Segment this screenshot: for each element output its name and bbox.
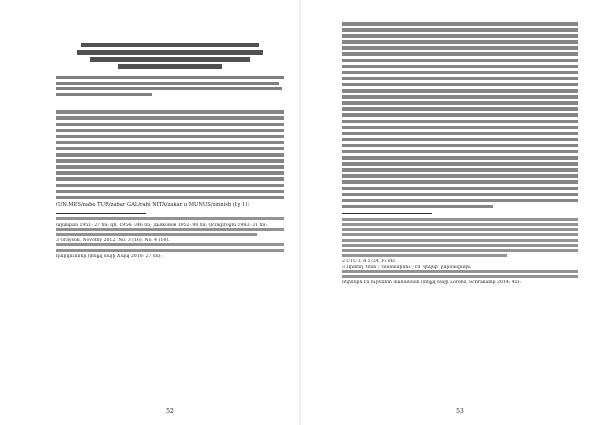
footnote-divider	[56, 213, 146, 214]
footnote-line: 3 Որտեղ ‘մետ’; ‘նաննարնու’; էն ‘կեկնի’ լարմավակն:	[342, 264, 472, 270]
epigraph-source	[56, 98, 282, 104]
footnote-line: 2 CTU I, A 5-2A, F₃ etc.	[342, 259, 397, 265]
article-title	[56, 43, 284, 69]
author-affiliation	[56, 30, 284, 37]
footnote-line: 3 Grayson, Novotny 2012, No. 3 (16), No. 4 (14).	[56, 238, 170, 244]
body-text	[56, 110, 284, 208]
author-block	[56, 22, 284, 37]
body-text-line: (UN.MES/nabe TUR/zabar GAL/rabi NITA/zakar u MUNUS/sinnisb (էջ 1):	[56, 201, 250, 208]
footnote-line: արտգան 1951: 27 են; զհ. 1954: 346 են; Дьяконов 1952: 90 են; Qĉingiroğlu 1983: 31 են:	[56, 222, 267, 228]
page-number: 53	[456, 408, 464, 415]
footnotes	[56, 217, 284, 259]
body-text	[342, 22, 578, 208]
page-number: 52	[166, 408, 174, 415]
author-name	[56, 22, 284, 30]
footnote-divider	[342, 213, 432, 214]
epigraph	[56, 76, 284, 104]
footnotes	[342, 218, 578, 285]
right-page	[300, 0, 600, 425]
footnote-line: մերմերն էն ուրեմետ մանանատ (տելֈվ մայր Lorenz, Schrakamp 2014: 45):	[342, 280, 521, 286]
footnote-line: դարկուններ (տելֈվ մայր Ճպպ 2010: 27 են):	[56, 253, 163, 259]
